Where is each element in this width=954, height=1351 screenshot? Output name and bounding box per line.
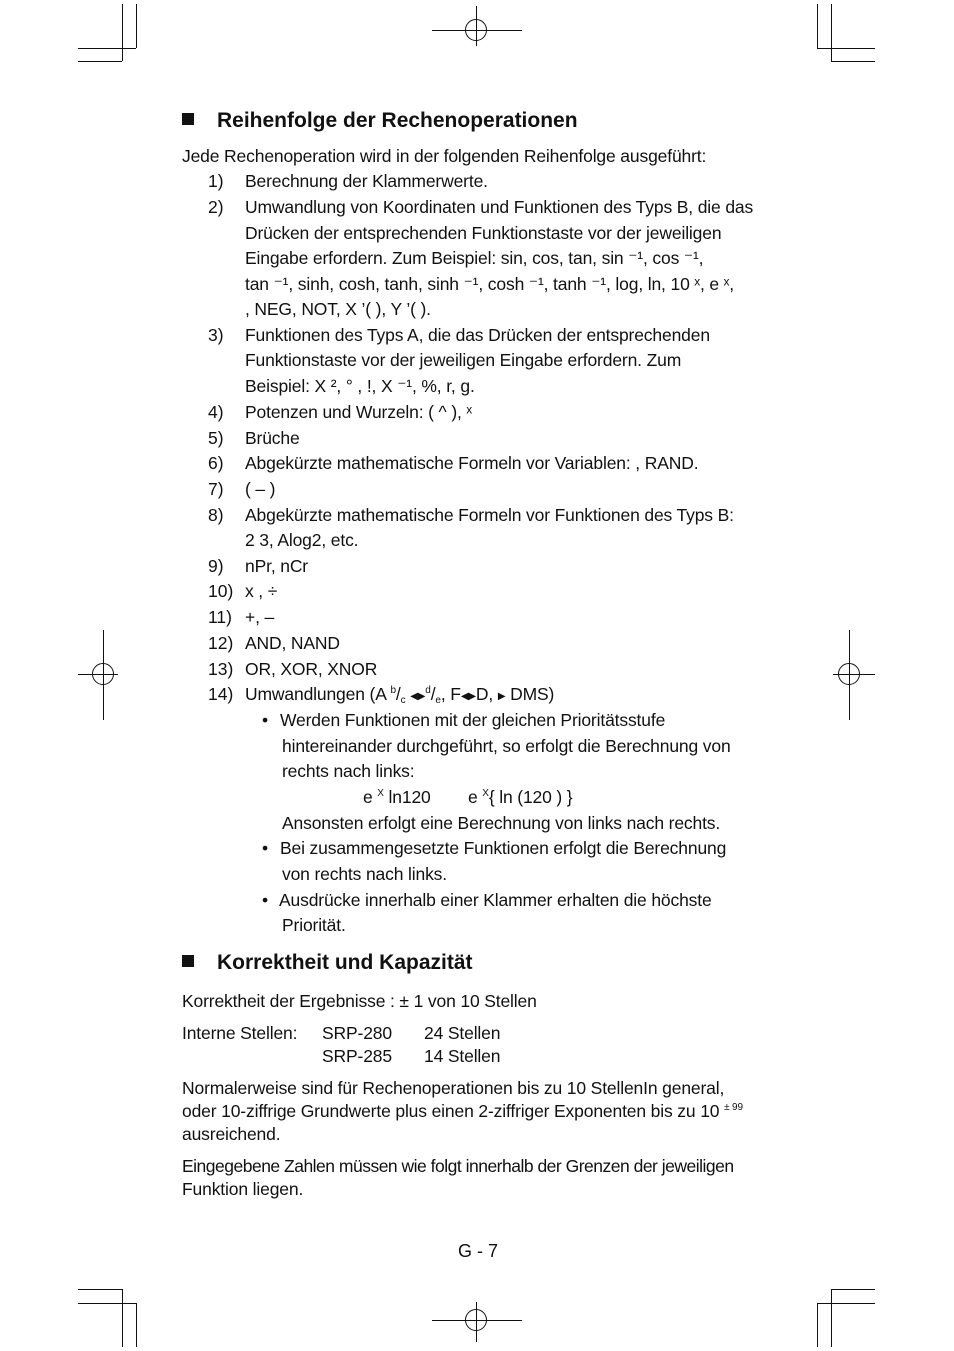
- formula-example: e $^X$ ln120: [363, 787, 431, 807]
- bullet-text-line: Bei zusammengesetzte Funktionen erfolgt die Berechnung: [280, 838, 727, 858]
- bullet-text-line: hintereinander durchgeführt, so erfolgt die Berechnung von: [282, 736, 731, 756]
- list-item-text-line: Brüche: [245, 428, 300, 448]
- list-item-text-line: Eingabe erfordern. Zum Beispiel: sin, cos, tan, sin ⁻¹, cos ⁻¹,: [245, 248, 704, 268]
- list-item-text-line: 2 3, Alog2, etc.: [245, 530, 359, 550]
- list-item-text-line: Abgekürzte mathematische Formeln vor Funktionen des Typs B:: [245, 505, 734, 525]
- bullet-text-line: Ausdrücke innerhalb einer Klammer erhalten die höchste: [279, 890, 712, 910]
- bullet-text-line: Ansonsten erfolgt eine Berechnung von links nach rechts.: [282, 813, 721, 833]
- bullet-text-line: Priorität.: [282, 915, 346, 935]
- square-bullet-icon: [182, 955, 194, 967]
- list-item-number: 9): [208, 556, 224, 576]
- list-item-number: 2): [208, 197, 224, 217]
- page-number: G - 7: [458, 1241, 499, 1261]
- list-item-number: 7): [208, 479, 224, 499]
- bullet-text-line: von rechts nach links.: [282, 864, 447, 884]
- list-item-text-line: AND, NAND: [245, 633, 340, 653]
- list-item-number: 3): [208, 325, 224, 345]
- list-item-text-line: Potenzen und Wurzeln: ( ^ ), ˣ: [245, 402, 473, 422]
- list-item-number: 10): [208, 581, 234, 601]
- list-item-text-line: Beispiel: X ², ° , !, X ⁻¹, %, r, g.: [245, 376, 475, 396]
- list-item-text-line: Drücken der entsprechenden Funktionstaste vor der jeweiligen: [245, 223, 722, 243]
- section-heading-accuracy: Korrektheit und Kapazität: [182, 951, 473, 975]
- bullet-dot-icon: •: [262, 838, 268, 858]
- model-digits: 24 Stellen: [424, 1023, 501, 1043]
- bullet-dot-icon: •: [262, 890, 268, 910]
- double-arrow-icon: ◀▶: [460, 691, 476, 702]
- list-item-number: 8): [208, 505, 224, 525]
- formula-example-result: e $^X${ ln (120 ) }: [468, 787, 573, 807]
- list-item-number: 11): [208, 607, 232, 627]
- list-item-number: 1): [208, 171, 224, 191]
- list-item-text-line: Abgekürzte mathematische Formeln vor Variablen: , RAND.: [245, 453, 699, 473]
- list-item-number: 13): [208, 659, 234, 679]
- list-item-text-line: OR, XOR, XNOR: [245, 659, 378, 679]
- bullet-text-line: rechts nach links:: [282, 761, 415, 781]
- paragraph-line: Normalerweise sind für Rechenoperationen bis zu 10 StellenIn general,: [182, 1078, 725, 1098]
- model-name: SRP-285: [322, 1046, 392, 1066]
- list-item-text-line: ( – ): [245, 479, 276, 499]
- internal-digits-label: Interne Stellen:: [182, 1023, 298, 1043]
- list-item-text-line: nPr, nCr: [245, 556, 308, 576]
- intro-text: Jede Rechenoperation wird in der folgenden Reihenfolge ausgeführt:: [182, 146, 707, 166]
- bullet-dot-icon: •: [262, 710, 268, 730]
- list-item-text-line: tan ⁻¹, sinh, cosh, tanh, sinh ⁻¹, cosh ⁻¹, tanh ⁻¹, log, ln, 10 ˣ, e ˣ,: [245, 274, 734, 294]
- list-item-text-line: , NEG, NOT, X ’( ), Y ’( ).: [245, 299, 431, 319]
- double-arrow-icon: ◀▶: [410, 691, 426, 702]
- list-item-text-line: +, –: [245, 607, 275, 627]
- list-item-text-line: Funktionen des Typs A, die das Drücken der entsprechenden: [245, 325, 710, 345]
- list-item-text-line: x , ÷: [245, 581, 278, 601]
- paragraph-line: Funktion liegen.: [182, 1179, 304, 1199]
- paragraph-line: Eingegebene Zahlen müssen wie folgt innerhalb der Grenzen der jeweiligen: [182, 1156, 734, 1176]
- paragraph-line: oder 10-ziffrige Grundwerte plus einen 2-ziffriger Exponenten bis zu 10 $^{\pm 99}$: [182, 1101, 743, 1121]
- paragraph-line: ausreichend.: [182, 1124, 281, 1144]
- right-arrow-icon: ▶: [497, 691, 506, 702]
- section-heading-order: Reihenfolge der Rechenoperationen: [182, 109, 578, 133]
- list-item-number: 4): [208, 402, 224, 422]
- accuracy-text: Korrektheit der Ergebnisse : ± 1 von 10 Stellen: [182, 991, 537, 1011]
- list-item-text-line: Umwandlung von Koordinaten und Funktionen des Typs B, die das: [245, 197, 754, 217]
- list-item-text-line: Berechnung der Klammerwerte.: [245, 171, 488, 191]
- model-digits: 14 Stellen: [424, 1046, 501, 1066]
- list-item-number: 5): [208, 428, 224, 448]
- model-name: SRP-280: [322, 1023, 392, 1043]
- square-bullet-icon: [182, 113, 194, 125]
- list-item-text-line: Funktionstaste vor der jeweiligen Eingabe erfordern. Zum: [245, 350, 682, 370]
- list-item-number: 14): [208, 684, 234, 704]
- bullet-text-line: Werden Funktionen mit der gleichen Prioritätsstufe: [280, 710, 666, 730]
- list-item-number: 12): [208, 633, 234, 653]
- list-item-conversions: Umwandlungen (A $^b/_c$ $◀▶^d/_e$, F◀▶D, ▶ DMS): [245, 684, 555, 706]
- list-item-number: 6): [208, 453, 224, 473]
